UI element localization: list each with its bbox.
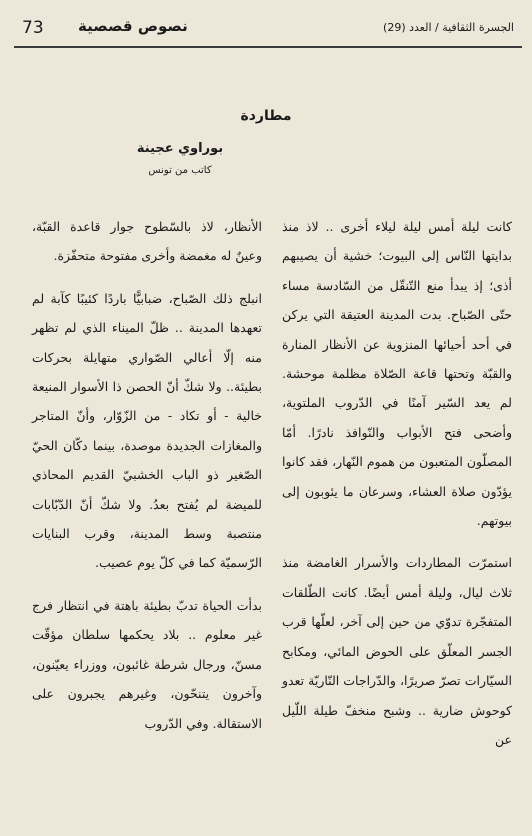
author-name: بوراوي عجينة bbox=[136, 141, 224, 156]
page-header bbox=[14, 16, 518, 42]
paragraph: استمرّت المطاردات والأسرار الغامضة منذ ثلاث ليال، وليلة أمس أيضًا. كانت الطّلقات المتفجّرة تدوّي من حين إلى آخر، لعلّها قرب الجسر المعلّق على الحوض المائي، ومكابح السيّارات تصرّ صريرًا، والدّراجات النّاريّة تعدو كوحوش ضارية .. وشبح منخفّ طيلة اللّيل عن bbox=[282, 555, 512, 747]
article-title: مطاردة bbox=[240, 108, 292, 124]
paragraph: الأنظار، لاذ بالسّطوح جوار قاعدة القبّة، وعينٌ له مغمضة وأخرى مفتوحة متحفّزة. bbox=[32, 219, 262, 264]
paragraph: بدأت الحياة تدبّ بطيئة باهتة في انتظار فرج غير معلوم .. بلاد يحكمها سلطان مؤقّت مسنّ، ورجال شرطة غائبون، ووزراء يعيّنون، وآخرون يتنحّون، وغيرهم يجبرون على الاستقالة. وفي الدّروب bbox=[32, 597, 262, 731]
section-title: نصوص قصصية bbox=[78, 17, 188, 35]
header-rule bbox=[14, 46, 522, 48]
paragraph: كانت ليلة أمس ليلة ليلاء أخرى .. لاذ منذ بدايتها النّاس إلى البيوت؛ خشية أن يصيبهم أذى؛ إذ يبدأ منع التّنقّل من السّادسة مساء حتّى الصّباح. بدت المدينة العتيقة التي يركن في أحد أحيائها المنزوية عن الأنظار المنارة والقبّة وتحتها قاعة الصّلاة مظلمة موحشة. لم يعد السّير آمنًا في الدّروب الملتوية، وأضحى فتح الأبواب والنّوافذ نادرًا. أمّا المصلّون المتعبون من هموم النّهار، فقد كانوا يؤدّون صلاة العشاء، وسرعان ما يئوبون إلى بيوتهم. bbox=[282, 219, 512, 529]
author-note: كاتب من تونس bbox=[148, 165, 212, 176]
text-column-left bbox=[32, 212, 262, 738]
running-head: الجسرة الثقافية / العدد (29) bbox=[383, 21, 514, 34]
text-column-right bbox=[282, 212, 512, 754]
page-number: 73 bbox=[22, 18, 44, 38]
paragraph: انبلج ذلك الصّباح، ضبابيًّا باردًا كئيبًا كآبة لم تعهدها المدينة .. ظلّ الميناء الذي لم تظهر منه إلّا أعالي الصّواري متهايلة بحركات بطيئة.. ولا شكّ أنّ الحصن ذا الأسوار المنيعة خالية - أو تكاد - من الزّوّار، وأنّ المتاجر والمغازات الجديدة موصدة، بينما دكّان الحيّ الصّغير ذو الباب الخشبيّ القديم المحاذي للميضة لم يُفتح بعدُ. ولا شكّ أنّ الدّبّابات منتصبة وسط المدينة، وقرب البنايات الرّسميّة كما في كلّ يوم عصيب. bbox=[32, 290, 262, 571]
